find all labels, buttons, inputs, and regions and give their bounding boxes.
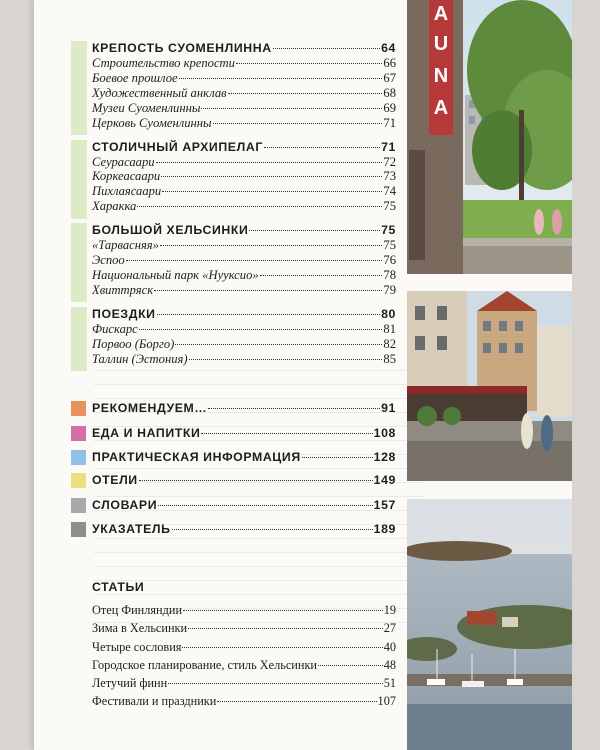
toc-item[interactable]: Эспоо 76 <box>92 253 396 268</box>
articles-section <box>92 580 396 711</box>
toc-item[interactable]: Порвоо (Борго) 82 <box>92 336 396 351</box>
category-hotels[interactable]: ОТЕЛИ 149 <box>92 472 396 488</box>
article-item[interactable]: Фестивали и праздники 107 <box>92 694 396 709</box>
toc-item[interactable]: Музеи Суоменлинны 69 <box>92 100 396 115</box>
toc-heading[interactable]: СТОЛИЧНЫЙ АРХИПЕЛАГ 71 <box>92 139 396 154</box>
table-of-contents <box>92 36 396 367</box>
old-town-street-photo <box>407 291 572 481</box>
toc-item[interactable]: Пихлаясаари 74 <box>92 184 396 199</box>
toc-item[interactable]: Харакка 75 <box>92 199 396 214</box>
category-index[interactable]: УКАЗАТЕЛЬ 189 <box>92 521 396 537</box>
category-practical-info[interactable]: ПРАКТИЧЕСКАЯ ИНФОРМАЦИЯ 128 <box>92 449 396 465</box>
toc-heading[interactable]: БОЛЬШОЙ ХЕЛЬСИНКИ 75 <box>92 223 396 238</box>
svg-text:A: A <box>433 3 449 25</box>
articles-heading: СТАТЬИ <box>92 580 145 594</box>
toc-heading[interactable]: КРЕПОСТЬ СУОМЕНЛИННА 64 <box>92 41 396 55</box>
toc-group-suomenlinna <box>92 40 396 131</box>
toc-item[interactable]: Хвиттряск 79 <box>92 282 396 297</box>
toc-item[interactable]: Художественный анклав 68 <box>92 85 396 100</box>
article-item[interactable]: Летучий финн 51 <box>92 676 396 691</box>
toc-item[interactable]: Боевое прошлое 67 <box>92 70 396 85</box>
category-swatch <box>71 473 86 488</box>
article-item[interactable]: Зима в Хельсинки 27 <box>92 621 396 636</box>
category-dictionaries[interactable]: СЛОВАРИ 157 <box>92 497 396 513</box>
toc-item[interactable]: Таллин (Эстония) 85 <box>92 351 396 366</box>
svg-text:A: A <box>433 97 449 119</box>
harbor-photo <box>407 499 572 750</box>
svg-text:N: N <box>433 65 449 87</box>
section-color-bar <box>71 140 87 219</box>
category-swatch <box>71 401 86 416</box>
category-food-drink[interactable]: ЕДА И НАПИТКИ 108 <box>92 425 396 441</box>
toc-group-archipelago <box>92 139 396 215</box>
toc-item[interactable]: Национальный парк «Нууксио» 78 <box>92 267 396 282</box>
article-item[interactable]: Городское планирование, стиль Хельсинки 48 <box>92 657 396 672</box>
book-page <box>34 0 572 750</box>
street-photo-sauna <box>407 0 572 274</box>
toc-item[interactable]: «Тарвасняя» 75 <box>92 238 396 253</box>
category-swatch <box>71 498 86 513</box>
article-item[interactable]: Четыре сословия 40 <box>92 639 396 654</box>
section-color-bar <box>71 41 87 135</box>
toc-item[interactable]: Строительство крепости 66 <box>92 56 396 70</box>
photo-column <box>407 0 572 750</box>
category-swatch <box>71 522 86 537</box>
toc-group-greater-helsinki <box>92 222 396 298</box>
svg-text:U: U <box>433 33 449 55</box>
toc-item[interactable]: Коркеасаари 73 <box>92 169 396 184</box>
toc-group-trips <box>92 306 396 367</box>
category-swatch <box>71 450 86 465</box>
article-item[interactable]: Отец Финляндии 19 <box>92 603 396 617</box>
toc-item[interactable]: Церковь Суоменлинны 71 <box>92 115 396 130</box>
category-recommend[interactable]: РЕКОМЕНДУЕМ… 91 <box>92 400 396 416</box>
section-color-bar <box>71 223 87 302</box>
toc-item[interactable]: Фискарс 81 <box>92 321 396 336</box>
toc-heading[interactable]: ПОЕЗДКИ 80 <box>92 306 396 321</box>
category-swatch <box>71 426 86 441</box>
toc-item[interactable]: Сеурасаари 72 <box>92 154 396 169</box>
section-color-bar <box>71 307 87 371</box>
